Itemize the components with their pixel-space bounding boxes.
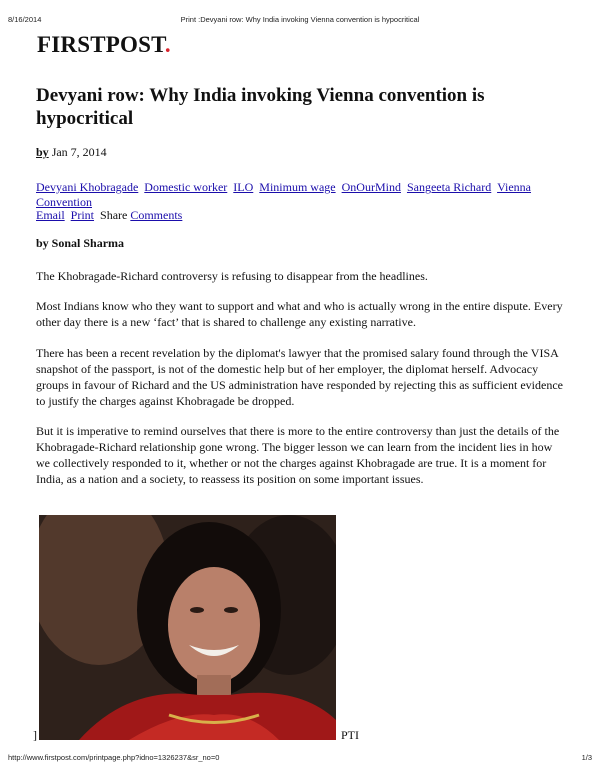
- tag-link[interactable]: ILO: [233, 180, 254, 194]
- image-caption-left: ]: [33, 728, 37, 742]
- tag-link[interactable]: Minimum wage: [259, 180, 336, 194]
- tag-link[interactable]: Vienna Convention: [36, 180, 531, 209]
- print-date: 8/16/2014: [8, 15, 42, 24]
- paragraph: Most Indians know who they want to support and what and who is actually wrong in the entire dispute. Every other day there is a new ‘fact’ that is shared to challenge any existing narrative.: [36, 299, 563, 329]
- logo-text: FIRSTPOST: [37, 32, 165, 57]
- paragraph: But it is imperative to remind ourselves that there is more to the entire controversy than just the details of the Khobragade-Richard relationship gone wrong. The bigger lesson we can learn from the incident lies in how we collectively responded to it, whether or not the charges against Khobragade are true. It is a moment for India, as a nation and a society, to reassess its position on some important issues.: [36, 424, 560, 486]
- photo-illustration: [39, 515, 336, 740]
- firstpost-logo[interactable]: [37, 32, 171, 58]
- comments-link[interactable]: Comments: [130, 208, 183, 222]
- tag-list: [36, 180, 576, 210]
- tag-link[interactable]: Domestic worker: [144, 180, 228, 194]
- tag-link[interactable]: OnOurMind: [341, 180, 401, 194]
- print-url: http://www.firstpost.com/printpage.php?idno=1326237&sr_no=0: [8, 753, 220, 762]
- image-credit: PTI: [341, 728, 359, 742]
- article-actions: [36, 208, 185, 223]
- author-line: by Sonal Sharma: [36, 236, 125, 250]
- paragraph: There has been a recent revelation by the diplomat's lawyer that the promised salary found through the VISA snapshot of the passport, is not of the domestic help but of her employer, the diplomat herself. Advocacy groups in favour of Richard and the US administration have responded by rejecting this as sufficient evidence to justify the charges against Khobragade be dropped.: [36, 346, 563, 408]
- page-number: 1/3: [581, 753, 592, 762]
- byline-author-link[interactable]: by: [36, 145, 49, 159]
- print-link[interactable]: Print: [70, 208, 95, 222]
- email-link[interactable]: Email: [36, 208, 65, 222]
- article-title: Devyani row: Why India invoking Vienna convention is hypocritical: [36, 85, 485, 129]
- article-photo: [39, 515, 336, 740]
- article-date: Jan 7, 2014: [48, 145, 107, 159]
- share-label[interactable]: Share: [100, 208, 128, 222]
- print-page-title: Print :Devyani row: Why India invoking Vienna convention is hypocritical: [180, 15, 420, 24]
- tag-link[interactable]: Sangeeta Richard: [406, 180, 492, 194]
- byline: [36, 145, 107, 160]
- paragraph: The Khobragade-Richard controversy is refusing to disappear from the headlines.: [36, 269, 428, 283]
- tag-link[interactable]: Devyani Khobragade: [36, 180, 139, 194]
- logo-dot: .: [164, 32, 171, 57]
